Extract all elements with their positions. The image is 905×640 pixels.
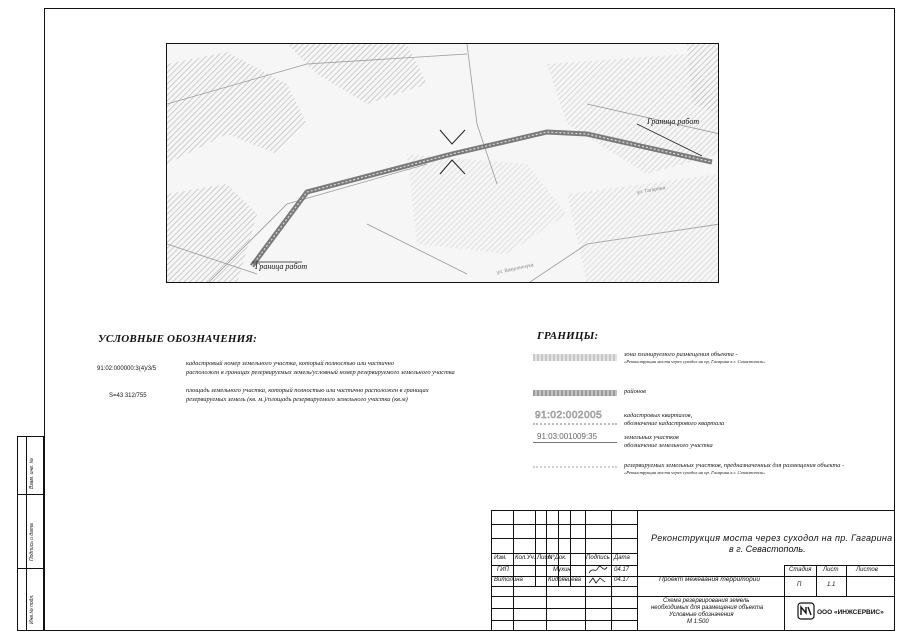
legend-object-zone-name: «Реконструкция моста через суходол на пр. Гагарина в г. Севастополь»: [624, 359, 766, 364]
sheet-name-1: Схема резервирования земель: [663, 598, 750, 604]
street-label: ул. Вакуленчука: [496, 262, 535, 276]
sheet-name-4: М 1:500: [687, 619, 709, 625]
legend-code-area: S=43 312/755: [109, 393, 147, 399]
map-drawing: [167, 44, 719, 283]
swatch-districts: [533, 390, 617, 396]
row-name-2: Кидрявцева: [548, 577, 581, 583]
hatch-area: [167, 52, 307, 164]
company-logo-icon: [797, 602, 815, 620]
legend-quarters-2: обозначение кадастрового квартала: [624, 420, 725, 427]
legend-text-area-2: резервируемых земель (кв. м.)/площадь резервируемого земельного участка (кв.м): [186, 396, 408, 403]
row-name-1: Мухин: [553, 567, 571, 573]
header-izm: Изм.: [494, 555, 507, 561]
legend-text-area-1: площадь земельного участка, который полностью или частично расположен в границах: [186, 387, 429, 394]
header-doc: N°Док.: [548, 555, 567, 561]
hatch-area: [407, 154, 567, 254]
side-label-3: Инв.№ подл.: [29, 594, 35, 624]
legend-reserved: резервируемых земельных участков, предназначенных для размещения объекта -: [624, 462, 845, 469]
side-stamp: [17, 436, 44, 631]
legend-districts: районов: [624, 388, 646, 395]
doc-name: Проект межевания территории: [659, 576, 761, 583]
stage-value: П: [797, 582, 802, 588]
legend-text-cadastral-1: кадастровый номер земельного участка, который полностью или частично: [186, 360, 395, 367]
legend-text-cadastral-2: расположен в границах резервируемых земель/условный номер резервируемого земельного участка: [186, 369, 455, 376]
side-cell-1: [18, 437, 43, 495]
side-cell-2: [18, 495, 43, 569]
header-date: Дата: [614, 555, 630, 561]
sheet-name-3: Условные обозначения: [669, 612, 734, 618]
swatch-plots: [533, 442, 617, 443]
row-role-1: ГИП: [497, 567, 509, 573]
swatch-object-zone: [533, 354, 617, 361]
swatch-quarters: [533, 423, 617, 425]
signature-2: [587, 575, 609, 586]
legend-quarters-1: кадастровых кварталов,: [624, 412, 693, 419]
side-cell-3: [18, 569, 43, 630]
header-sign: Подпись: [586, 555, 610, 561]
legend-plots-1: земельных участков: [624, 434, 679, 441]
row-role-2: Витолина: [494, 577, 523, 583]
project-title-line-2: в г. Севастополь.: [729, 544, 806, 554]
boundary-label-2: Граница работ: [647, 117, 700, 126]
stage-header: Стадия: [789, 567, 812, 573]
header-list: Лист: [537, 555, 553, 561]
legend-reserved-name: «Реконструкция моста через суходол на пр. Гагарина в г. Севастополь»: [624, 470, 766, 475]
row-date-2: 04.17: [614, 577, 630, 583]
legend-left-title: УСЛОВНЫЕ ОБОЗНАЧЕНИЯ:: [98, 333, 258, 345]
legend-code-cadastral: 91:02:000000:3(4)/3/5: [97, 366, 157, 372]
side-label-1: Взам. инв. №: [29, 458, 35, 489]
sheet-name-2: необходимых для размещения объекта: [651, 605, 764, 611]
boundary-label-1: Граница работ: [255, 262, 308, 271]
hatch-area: [287, 44, 427, 104]
legend-object-zone: зона планируемого размещения объекта -: [624, 351, 738, 358]
hatch-area: [167, 184, 257, 283]
side-label-2: Подпись и дата: [29, 523, 35, 561]
swatch-reserved: [533, 466, 617, 468]
site-map: [166, 43, 719, 283]
sheet-header: Лист: [823, 567, 839, 573]
sheets-header: Листов: [856, 567, 878, 573]
project-title-line-1: Реконструкция моста через суходол на пр. Гагарина: [651, 533, 893, 543]
row-date-1: 04.17: [614, 567, 630, 573]
sheet-value: 1.1: [827, 582, 836, 588]
company-name: ООО «ИНЖСЕРВИС»: [817, 609, 884, 616]
legend-plots-2: обозначение земельного участка: [624, 442, 713, 449]
title-block: [491, 510, 895, 631]
sample-plot-number: 91:03:001009:35: [537, 432, 598, 441]
sample-quarter-number: 91:02:002005: [535, 410, 603, 421]
legend-right-title: ГРАНИЦЫ:: [537, 330, 599, 342]
header-kol: Кол.Уч.: [515, 555, 536, 561]
street-label: ул. Гагарина: [636, 185, 666, 196]
